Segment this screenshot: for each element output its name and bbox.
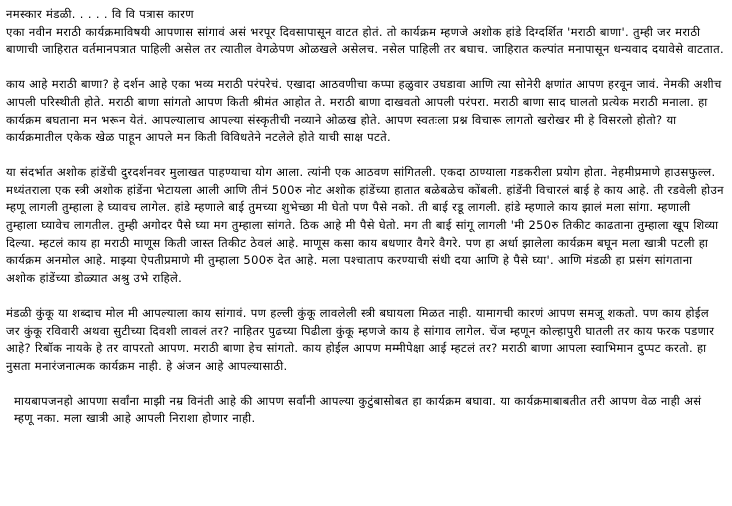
paragraph-what-is-marathi-bana: काय आहे मराठी बाणा? हे दर्शन आहे एका भव्य मराठी परंपरेचं. एखादा आठवणीचा कप्पा हळुवार उघडावा आणि त्या सोनेरी क्षणांत आपण हरवून जावं. नेमकी अशीच आपली परिस्थीती होते. मराठी बाणा सांगतो आपण किती श्रीमंत आहोत ते. मराठी बाणा दाखवतो आपली परंपरा. मराठी बाणा साद घालतो प्रत्येक मराठी मनाला. हा कार्यक्रम बघताना मन भरून येतं. आपल्यालाच आपल्या संस्कृतीची नव्याने ओळख होते. आपण स्वतःला प्रश्न विचारू लागतो खरोखर मी हे विसरलो होतो? या कार्यक्रमातील एकेक खेळ पाहून आपले मन किती विविधतेने नटलेले होते याची साक्ष पटते. — [6, 77, 722, 145]
paragraph-kunku: मंडळी कुंकू या शब्दाच मोल मी आपल्याला काय सांगावं. पण हल्ली कुंकू लावलेली स्त्री बघायला मिळत नाही. यामागची कारणं आपण समजू शकतो. पण काय होईल जर कुंकू रविवारी अथवा सुटीच्या दिवशी लावलं तर? नाहितर पुढच्या पिढीला कुंकू म्हणजे काय हे सांगाव लागेल. चेंज म्हणून कोल्हापुरी घातली तर काय फरक पडणार आहे? रिबॉक नायके हे तर वापरतो आपण. मराठी बाणा हेच सांगतो. काय होईल आपण मम्मीपेक्षा आई म्हटलं तर? मराठी बाणा आपला स्वाभिमान दुप्पट करतो. हा नुसता मनारंजनात्मक कार्यक्रम नाही. हे अंजन आहे आपल्यासाठी. — [6, 305, 715, 373]
paragraph-interview-anecdote: या संदर्भात अशोक हांडेंची दुरदर्शनवर मुलाखत पाहण्याचा योग आला. त्यांनी एक आठवण सांगितली. एकदा ठाण्याला गडकरीला प्रयोग होता. नेहमीप्रमाणे हाउसफुल्ल. मध्यंतराला एक स्त्री अशोक हांडेंना भेटायला आली आणि तीनं 500रु नोट अशोक हांडेंच्या हातात बळेबळेच कोंबली. हांडेंनी विचारलं बाई हे काय आहे. ती रडवेली होउन म्हणू लागली तुम्हाला हे घ्यावच लागेल. हांडे म्हणाले बाई तुमच्या शुभेच्छा मी घेतो पण पैसे नको. ती बाई रडू लागली. हांडे म्हणाले काय झालं मला सांगा. म्हणाली तुम्हाला घ्यावेच लागतील. तुम्ही अगोदर पैसे घ्या मग तुम्हाला सांगते. ठिक आहे मी पैसे घेतो. मग ती बाई सांगू लागली 'मी 250रु तिकीट काढताना तुम्हाला खूप शिव्या दिल्या. म्हटलं काय हा मराठी माणूस किती जास्त तिकीट ठेवलं आहे. माणूस कसा काय बधणार वैगरे वैगरे. पण हा अर्धा झालेला कार्यक्रम बघून मला खात्री पटली हा कार्यक्रम अनमोल आहे. माझ्या ऐपतीप्रमाणे मी तुम्हाला 500रु देत आहे. मला पश्चाताप करण्याची संधी दया आणि हे पैसे घ्या'. आणि मंडळी हा प्रसंग सांगताना अशोक हांडेंच्या डोळ्यात अश्रु उभे राहिले. — [6, 164, 724, 286]
paragraph-closing-request: मायबापजनहो आपणा सर्वांना माझी नम्र विनंती आहे की आपण सर्वांनी आपल्या कुटुंबासोबत हा कार्यक्रम बघावा. या कार्यक्रमाबाबतीत तरी आपण वेळ नाही असं म्हणू नका. मला खात्री आहे आपली निराशा होणार नाही. — [14, 393, 702, 426]
greeting-line: नमस्कार मंडळी. . . . . वि वि पत्रास कारण — [6, 7, 194, 21]
paragraph-intro: एका नवीन मराठी कार्यक्रमाविषयी आपणास सांगावं असं भरपूर दिवसापासून वाटत होतं. तो कार्यक्रम म्हणजे अशोक हांडे दिग्दर्शित 'मराठी बाणा'. तुम्ही जर मराठी बाणाची जाहिरात वर्तमानपत्रात पाहिली असेल तर त्यातील वेगळेपण ओळखले असेलच. नसेल पाहिली तर बघाच. जाहिरात कल्पांत मनापासून धन्यवाद दयावेसे वाटतात. — [6, 24, 724, 57]
